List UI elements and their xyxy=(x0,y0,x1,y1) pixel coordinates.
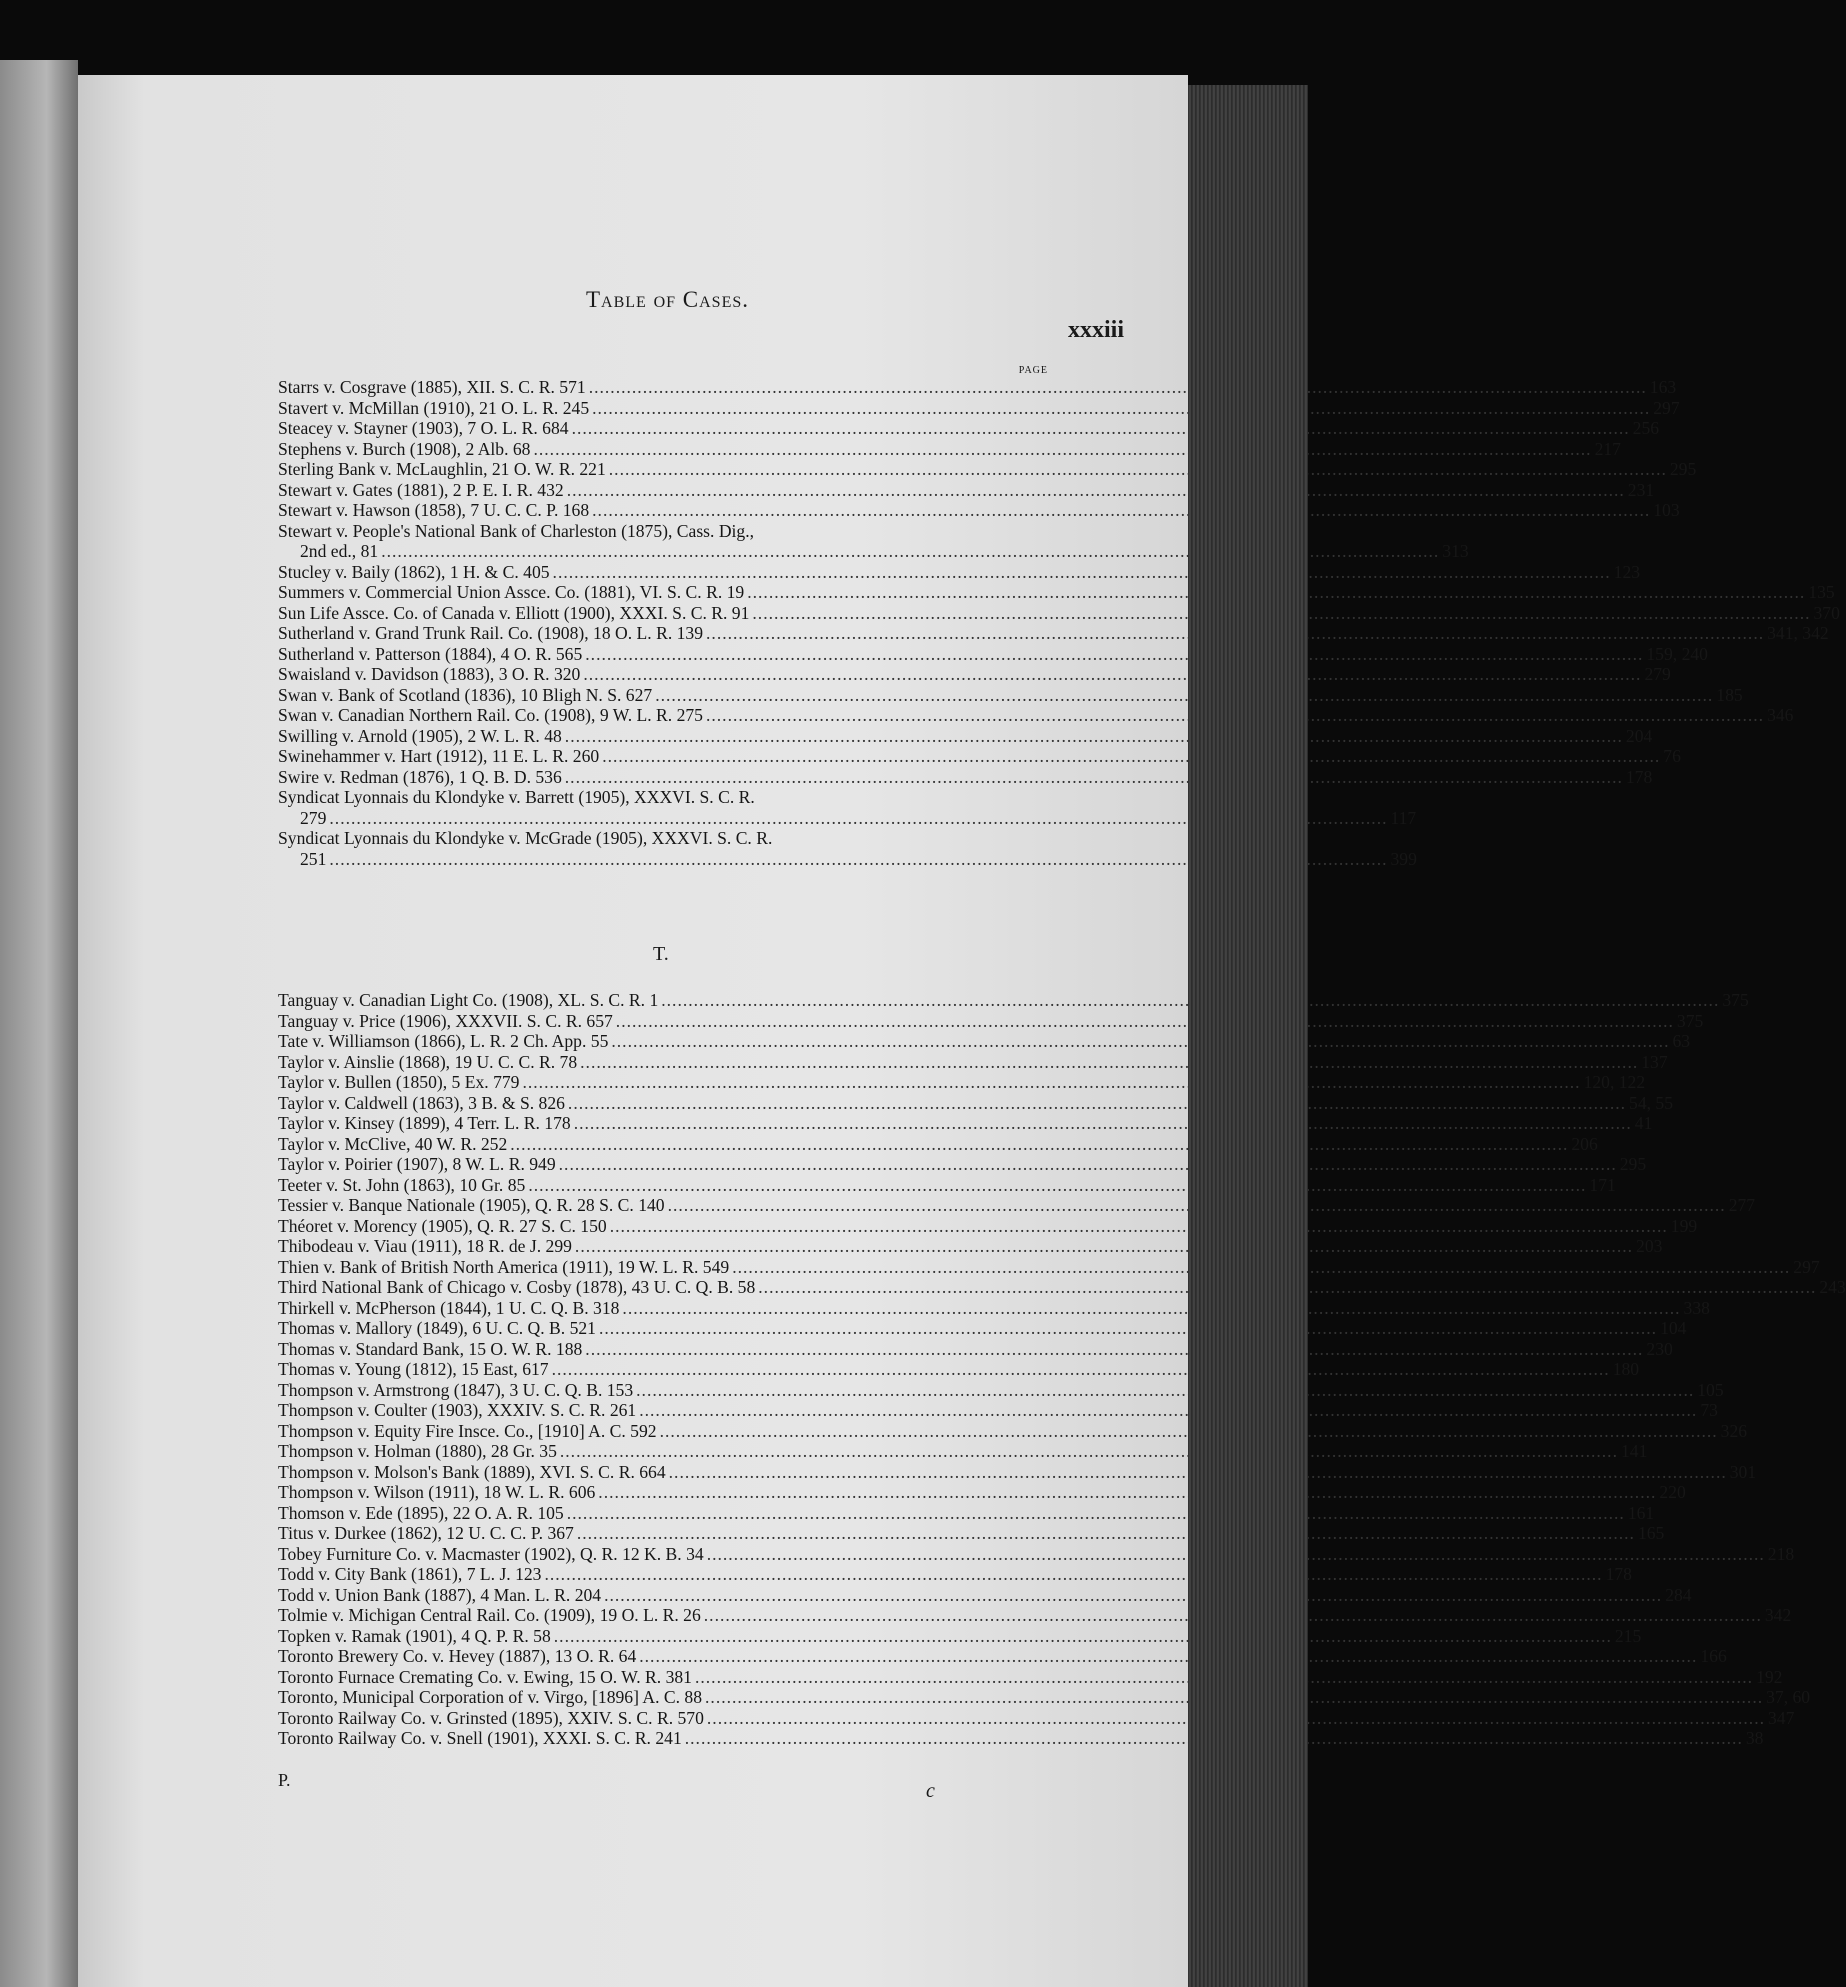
case-entry xyxy=(278,725,1653,747)
case-entry xyxy=(278,561,1641,583)
page-reference: 166 xyxy=(1700,1646,1727,1666)
case-entry xyxy=(278,1379,1724,1401)
case-entry xyxy=(278,1277,1846,1298)
page-reference: 54, 55 xyxy=(1629,1092,1673,1113)
case-entry xyxy=(278,1420,1748,1442)
case-name: Teeter v. St. John (1863), 10 Gr. 85 xyxy=(278,1174,526,1195)
page-reference: 38 xyxy=(1745,1728,1764,1748)
page-reference: 76 xyxy=(1663,746,1681,766)
leader-dots xyxy=(639,1646,1697,1667)
leader-dots xyxy=(528,1175,1586,1196)
page-reference: 163 xyxy=(1649,377,1677,397)
case-name: Théoret v. Morency (1905), Q. R. 27 S. C. 150 xyxy=(278,1215,607,1236)
case-entry xyxy=(278,705,1794,726)
case-entry xyxy=(278,1625,1642,1647)
case-entry xyxy=(278,1461,1757,1483)
case-entry xyxy=(278,1584,1692,1606)
case-entry xyxy=(278,1318,1687,1339)
page-reference: 256 xyxy=(1632,418,1660,438)
leader-dots xyxy=(568,1093,1626,1114)
case-name: Topken v. Ramak (1901), 4 Q. P. R. 58 xyxy=(278,1625,551,1646)
leader-dots xyxy=(559,1154,1617,1175)
page-number: xxxiii xyxy=(1068,317,1125,343)
case-name: Swire v. Redman (1876), 1 Q. B. D. 536 xyxy=(278,766,562,787)
case-entry xyxy=(278,828,1048,849)
leader-dots xyxy=(574,1113,1632,1134)
case-name: Sun Life Assce. Co. of Canada v. Elliott (1900), XXXI. S. C. R. 91 xyxy=(278,602,750,623)
page-reference: 41 xyxy=(1634,1113,1653,1133)
page-reference: 375 xyxy=(1722,990,1749,1010)
section-letter-t: T. xyxy=(653,943,669,965)
case-entry xyxy=(278,582,1835,603)
case-entry xyxy=(278,1174,1616,1196)
case-entry xyxy=(278,1482,1686,1503)
leader-dots xyxy=(639,1400,1697,1421)
case-name: Thompson v. Holman (1880), 28 Gr. 35 xyxy=(278,1441,557,1461)
case-name: Thompson v. Equity Fire Insce. Co., [1910] A. C. 592 xyxy=(278,1420,657,1441)
case-entry xyxy=(278,1031,1691,1052)
case-entry xyxy=(278,1728,1764,1749)
page-reference: 199 xyxy=(1670,1215,1698,1236)
page-reference: 277 xyxy=(1728,1195,1756,1215)
case-name: Thomson v. Ede (1895), 22 O. A. R. 105 xyxy=(278,1502,564,1523)
page-reference: 171 xyxy=(1589,1174,1616,1195)
case-entry xyxy=(278,1359,1640,1380)
page-reference: 135 xyxy=(1808,582,1835,602)
leader-dots xyxy=(533,439,1591,460)
case-entry xyxy=(278,1523,1665,1544)
case-name: Sutherland v. Grand Trunk Rail. Co. (1908), 18 O. L. R. 139 xyxy=(278,623,704,643)
case-entry xyxy=(278,1010,1704,1032)
leader-dots xyxy=(655,685,1713,706)
case-name: Thirkell v. McPherson (1844), 1 U. C. Q. B. 318 xyxy=(278,1297,620,1318)
page-reference: 231 xyxy=(1627,479,1655,500)
case-name: Thompson v. Armstrong (1847), 3 U. C. Q. B. 153 xyxy=(278,1379,634,1400)
case-name: 279 xyxy=(300,807,327,828)
case-entry xyxy=(278,623,1829,644)
case-name: Todd v. Union Bank (1887), 4 Man. L. R. 204 xyxy=(278,1584,602,1605)
case-entry xyxy=(278,1297,1710,1319)
page-reference: 117 xyxy=(1390,807,1417,828)
case-entry xyxy=(278,1707,1795,1729)
case-name: Swan v. Canadian Northern Rail. Co. (1908), 9 W. L. R. 275 xyxy=(278,705,703,725)
case-name: Thompson v. Wilson (1911), 18 W. L. R. 606 xyxy=(278,1482,596,1502)
case-entry xyxy=(278,1646,1727,1667)
case-name: Titus v. Durkee (1862), 12 U. C. C. P. 367 xyxy=(278,1523,574,1543)
leader-dots xyxy=(589,377,1647,398)
leader-dots xyxy=(567,480,1625,501)
case-entry xyxy=(278,438,1621,460)
leader-dots xyxy=(577,1523,1635,1544)
case-name: Tanguay v. Price (1906), XXXVII. S. C. R. 657 xyxy=(278,1010,613,1031)
case-name: Taylor v. Caldwell (1863), 3 B. & S. 826 xyxy=(278,1092,565,1113)
case-name: Steacey v. Stayner (1903), 7 O. L. R. 684 xyxy=(278,418,569,438)
case-name: Thompson v. Molson's Bank (1889), XVI. S. C. R. 664 xyxy=(278,1461,666,1482)
case-entry xyxy=(278,1256,1820,1278)
page-reference: 203 xyxy=(1636,1236,1663,1256)
case-entry xyxy=(278,643,1708,665)
leader-dots xyxy=(572,418,1630,439)
page-reference: 63 xyxy=(1672,1031,1691,1051)
case-name: Swan v. Bank of Scotland (1836), 10 Bligh N. S. 627 xyxy=(278,684,653,705)
case-name: Swaisland v. Davidson (1883), 3 O. R. 320 xyxy=(278,664,581,684)
page-reference: 105 xyxy=(1697,1379,1724,1400)
leader-dots xyxy=(565,767,1623,788)
leader-dots xyxy=(598,1482,1656,1503)
case-name: Toronto, Municipal Corporation of v. Virgo, [1896] A. C. 88 xyxy=(278,1687,703,1707)
case-entry xyxy=(278,746,1681,767)
page-reference: 204 xyxy=(1625,725,1653,746)
page-reference: 375 xyxy=(1676,1010,1704,1031)
case-name: Stucley v. Baily (1862), 1 H. & C. 405 xyxy=(278,561,550,582)
leader-dots xyxy=(636,1380,1694,1401)
case-entry xyxy=(278,541,1469,562)
page-reference: 73 xyxy=(1700,1400,1718,1420)
left-page-edge xyxy=(0,60,78,1987)
leader-dots xyxy=(585,644,1643,665)
case-name: Stewart v. Hawson (1858), 7 U. C. C. P. 168 xyxy=(278,500,590,520)
page-reference: 159, 240 xyxy=(1646,643,1708,664)
case-name: Tanguay v. Canadian Light Co. (1908), XL. S. C. R. 1 xyxy=(278,990,659,1010)
leader-dots xyxy=(609,459,1667,480)
page-reference: 141 xyxy=(1620,1441,1648,1461)
case-entry xyxy=(278,1133,1598,1155)
case-entry xyxy=(278,602,1840,624)
page-column-label: PAGE xyxy=(1018,365,1048,376)
case-name: Toronto Railway Co. v. Grinsted (1895), XXIV. S. C. R. 570 xyxy=(278,1707,704,1728)
page-reference: 342 xyxy=(1764,1605,1792,1625)
case-entry xyxy=(278,1195,1756,1216)
page-reference: 165 xyxy=(1637,1523,1665,1543)
case-entry xyxy=(278,1154,1647,1175)
page-reference: 230 xyxy=(1646,1338,1673,1359)
page-reference: 297 xyxy=(1653,397,1680,418)
case-entry xyxy=(278,1687,1811,1708)
page-reference: 185 xyxy=(1716,684,1743,705)
leader-dots xyxy=(544,1564,1602,1585)
leader-dots xyxy=(592,500,1650,521)
leader-dots xyxy=(610,1216,1668,1237)
case-entry xyxy=(278,766,1653,788)
page-reference: 346 xyxy=(1767,705,1794,725)
case-name: Taylor v. Poirier (1907), 8 W. L. R. 949 xyxy=(278,1154,556,1174)
case-entry xyxy=(278,1051,1668,1073)
case-entry xyxy=(278,459,1697,480)
case-entry xyxy=(278,1236,1663,1257)
page-reference: 192 xyxy=(1756,1666,1783,1687)
leader-dots xyxy=(616,1011,1674,1032)
case-name: Toronto Brewery Co. v. Hevey (1887), 13 O. R. 64 xyxy=(278,1646,637,1666)
page-reference: 297 xyxy=(1793,1256,1820,1277)
case-name: Syndicat Lyonnais du Klondyke v. Barrett (1905), XXXVI. S. C. R. xyxy=(278,787,755,807)
leader-dots xyxy=(522,1072,1580,1093)
book-page xyxy=(78,75,1846,1987)
page-reference: 103 xyxy=(1653,500,1680,520)
leader-dots xyxy=(604,1585,1662,1606)
case-entry xyxy=(278,1092,1673,1114)
page-reference: 217 xyxy=(1594,438,1621,459)
page-reference: 220 xyxy=(1659,1482,1686,1502)
leader-dots xyxy=(622,1298,1680,1319)
case-name: Taylor v. Kinsey (1899), 4 Terr. L. R. 178 xyxy=(278,1113,571,1133)
case-entry xyxy=(278,521,1048,542)
page-title: Table of Cases. xyxy=(586,287,749,312)
case-name: Starrs v. Cosgrave (1885), XII. S. C. R. 571 xyxy=(278,377,586,397)
page-reference: 399 xyxy=(1390,848,1417,869)
case-name: Syndicat Lyonnais du Klondyke v. McGrade (1905), XXXVI. S. C. R. xyxy=(278,828,773,848)
case-entry xyxy=(278,1543,1795,1565)
case-name: Stewart v. Gates (1881), 2 P. E. I. R. 432 xyxy=(278,479,564,500)
page-reference: 37, 60 xyxy=(1766,1687,1811,1707)
case-name: Tobey Furniture Co. v. Macmaster (1902), Q. R. 12 K. B. 34 xyxy=(278,1543,704,1564)
section-s-list xyxy=(278,365,1840,869)
case-name: Swinehammer v. Hart (1912), 11 E. L. R. 260 xyxy=(278,746,600,766)
leader-dots xyxy=(580,1052,1638,1073)
case-entry xyxy=(278,990,1749,1011)
leader-dots xyxy=(611,1031,1669,1052)
signature-mark: P. xyxy=(278,1770,291,1790)
case-name: Tolmie v. Michigan Central Rail. Co. (1909), 19 O. L. R. 26 xyxy=(278,1605,701,1625)
case-entry xyxy=(278,1113,1653,1134)
case-entry xyxy=(278,418,1660,439)
case-name: Summers v. Commercial Union Assce. Co. (1881), VI. S. C. R. 19 xyxy=(278,582,745,602)
leader-dots xyxy=(585,1339,1643,1360)
case-entry xyxy=(278,787,1048,808)
case-name: Stavert v. McMillan (1910), 21 O. L. R. 245 xyxy=(278,397,590,418)
case-name: Swilling v. Arnold (1905), 2 W. L. R. 48 xyxy=(278,725,562,746)
case-entry xyxy=(278,377,1677,398)
page-reference: 161 xyxy=(1627,1502,1655,1523)
case-entry xyxy=(278,1338,1673,1360)
page-reference: 284 xyxy=(1665,1584,1692,1605)
page-reference: 295 xyxy=(1669,459,1697,479)
case-entry xyxy=(278,1666,1783,1688)
page-reference: 180 xyxy=(1612,1359,1640,1379)
case-name: Taylor v. McClive, 40 W. R. 252 xyxy=(278,1133,508,1154)
leader-dots xyxy=(560,1441,1618,1462)
case-name: Todd v. City Bank (1861), 7 L. J. 123 xyxy=(278,1564,542,1584)
case-name: Third National Bank of Chicago v. Cosby (1878), 43 U. C. Q. B. 58 xyxy=(278,1277,756,1297)
case-name: Thompson v. Coulter (1903), XXXIV. S. C. R. 261 xyxy=(278,1400,637,1420)
leader-dots xyxy=(554,1626,1612,1647)
case-name: Tessier v. Banque Nationale (1905), Q. R. 28 S. C. 140 xyxy=(278,1195,665,1215)
section-t-list xyxy=(278,990,1846,1749)
page-reference: 215 xyxy=(1614,1625,1642,1646)
leader-dots xyxy=(553,562,1611,583)
leader-dots xyxy=(592,398,1650,419)
case-entry xyxy=(278,397,1680,419)
page-reference: 104 xyxy=(1660,1318,1687,1338)
page-reference: 123 xyxy=(1613,561,1641,582)
case-entry xyxy=(278,1502,1655,1524)
leader-dots xyxy=(575,1236,1633,1257)
page-reference: 347 xyxy=(1768,1707,1795,1728)
page-reference: 243 xyxy=(1819,1277,1846,1297)
page-reference: 178 xyxy=(1625,766,1653,787)
case-name: Thien v. Bank of British North America (1911), 19 W. L. R. 549 xyxy=(278,1256,730,1277)
page-reference: 206 xyxy=(1571,1133,1598,1154)
case-entry xyxy=(278,684,1743,706)
book-page-stack-edge xyxy=(1188,85,1308,1987)
leader-dots xyxy=(567,1503,1625,1524)
gathering-letter: c xyxy=(926,1780,935,1802)
page-reference: 326 xyxy=(1720,1420,1748,1441)
leader-dots xyxy=(583,664,1641,685)
case-name: Stewart v. People's National Bank of Charleston (1875), Cass. Dig., xyxy=(278,520,755,541)
case-name: Thomas v. Standard Bank, 15 O. W. R. 188 xyxy=(278,1338,583,1359)
page-reference: 218 xyxy=(1767,1543,1795,1564)
page-reference: 120, 122 xyxy=(1583,1072,1646,1092)
page-reference: 137 xyxy=(1641,1051,1668,1072)
case-name: Sterling Bank v. McLaughlin, 21 O. W. R. 221 xyxy=(278,459,606,479)
page-reference: 370 xyxy=(1813,602,1840,623)
case-entry xyxy=(278,1564,1632,1585)
page-reference: 341, 342 xyxy=(1767,623,1829,643)
case-name: Thomas v. Mallory (1849), 6 U. C. Q. B. 521 xyxy=(278,1318,596,1338)
case-name: Taylor v. Ainslie (1868), 19 U. C. C. R. 78 xyxy=(278,1051,578,1072)
case-name: Sutherland v. Patterson (1884), 4 O. R. 565 xyxy=(278,643,583,664)
case-entry xyxy=(278,848,1417,870)
case-entry xyxy=(278,1605,1792,1626)
case-entry xyxy=(278,479,1655,501)
leader-dots xyxy=(602,746,1660,767)
case-entry xyxy=(278,664,1671,685)
case-name: Taylor v. Bullen (1850), 5 Ex. 779 xyxy=(278,1072,520,1092)
case-entry xyxy=(278,1400,1718,1421)
page-reference: 313 xyxy=(1442,541,1469,561)
case-name: Thibodeau v. Viau (1911), 18 R. de J. 299 xyxy=(278,1236,572,1256)
case-name: Stephens v. Burch (1908), 2 Alb. 68 xyxy=(278,438,531,459)
case-name: 2nd ed., 81 xyxy=(300,541,379,561)
leader-dots xyxy=(510,1134,1568,1155)
page-reference: 295 xyxy=(1619,1154,1647,1174)
page-reference: 338 xyxy=(1683,1297,1710,1318)
case-entry xyxy=(278,1441,1648,1462)
case-name: Tate v. Williamson (1866), L. R. 2 Ch. App. 55 xyxy=(278,1031,609,1051)
case-entry xyxy=(278,500,1680,521)
case-name: Toronto Railway Co. v. Snell (1901), XXXI. S. C. R. 241 xyxy=(278,1728,682,1748)
page-reference: 301 xyxy=(1729,1461,1757,1482)
case-entry xyxy=(278,1072,1646,1093)
case-name: Thomas v. Young (1812), 15 East, 617 xyxy=(278,1359,549,1379)
case-name: 251 xyxy=(300,848,327,869)
leader-dots xyxy=(565,726,1623,747)
case-entry xyxy=(278,807,1417,829)
page-reference: 279 xyxy=(1644,664,1671,684)
case-entry xyxy=(278,1215,1698,1237)
case-name: Toronto Furnace Cremating Co. v. Ewing, 15 O. W. R. 381 xyxy=(278,1666,692,1687)
leader-dots xyxy=(552,1359,1610,1380)
page-reference: 178 xyxy=(1605,1564,1632,1584)
leader-dots xyxy=(599,1318,1657,1339)
